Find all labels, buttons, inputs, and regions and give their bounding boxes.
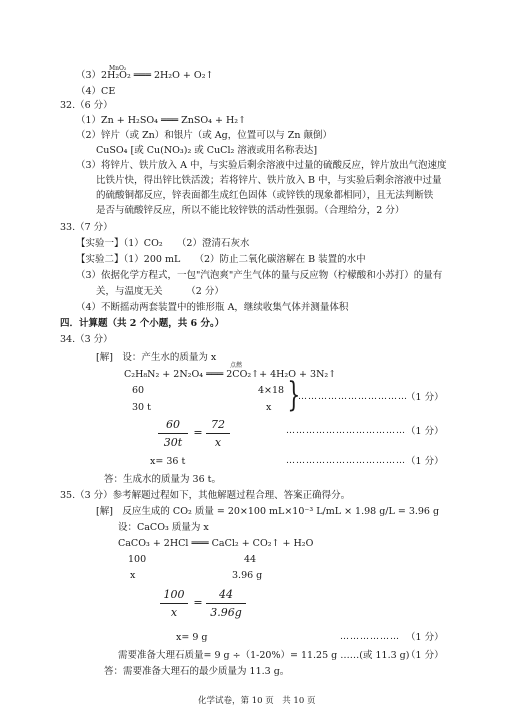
brace-symbol: }	[287, 375, 301, 415]
answer-line: （2）锌片（或 Zn）和银片（或 Ag，位置可以与 Zn 颠倒）	[76, 130, 333, 141]
molar-mass: 60	[132, 385, 145, 396]
score-label: （1 分）	[406, 650, 444, 661]
page-footer: 化学试卷，第 10 页 共 10 页	[198, 696, 316, 706]
answer-line: 的硫酸铜都反应，锌表面都生成红色固体（或锌铁的现象都相同），且无法判断铁	[96, 190, 434, 201]
fraction-numerator: 44	[219, 588, 233, 601]
result-line: x= 9 g	[176, 632, 208, 643]
given-mass: 30 t	[132, 402, 151, 413]
equation-combustion: C₂H₈N₂ + 2N₂O₄ ═══ 2CO₂↑+ 4H₂O + 3N₂↑	[124, 369, 337, 380]
fraction-denominator: x	[214, 436, 222, 449]
unknown-mass: x	[130, 570, 136, 581]
answer-line: （3）将锌片、铁片放入 A 中，与实验后剩余溶液中过量的硫酸反应，锌片放出气泡速度	[76, 160, 447, 171]
question-number: 33.（7 分）	[60, 222, 113, 233]
dot-leader: ……………………………	[298, 392, 408, 402]
answer-line: （4）CE	[76, 86, 116, 97]
result-line: x= 36 t	[150, 456, 186, 467]
answer-line: CuSO₄ [或 Cu(NO₃)₂ 或 CuCl₂ 溶液或用名称表达]	[96, 145, 318, 156]
score-label: （1 分）	[406, 392, 444, 403]
equals-sign: =	[193, 426, 203, 439]
question-number: 32.（6 分）	[60, 100, 113, 111]
solution-line: [解] 设：产生水的质量为 x	[96, 352, 217, 363]
score-label: （1 分）	[406, 426, 444, 437]
question-number: 35.（3 分）参考解题过程如下，其他解题过程合理、答案正确得分。	[60, 490, 351, 501]
catalyst-label: MnO₂	[109, 65, 127, 72]
molar-mass: 100	[128, 554, 147, 565]
condition-label: 点燃	[230, 362, 243, 369]
score-label: （1 分）	[406, 456, 444, 467]
dot-leader: ………………	[340, 632, 400, 642]
molar-mass: 4×18	[258, 385, 285, 396]
fraction-numerator: 60	[166, 418, 180, 431]
equals-sign: =	[193, 596, 203, 609]
unknown-mass: x	[266, 402, 272, 413]
given-mass: 3.96 g	[232, 570, 263, 581]
answer-line: 【实验一】（1）CO₂ （2）澄清石灰水	[76, 238, 250, 249]
answer-line: （4）不断摇动两套装置中的锥形瓶 A，继续收集气体并测量体积	[76, 302, 349, 313]
equation-caco3: CaCO₃ + 2HCl ═══ CaCl₂ + CO₂↑ + H₂O	[118, 538, 314, 549]
answer-line: 关，与温度无关 （2 分）	[96, 286, 224, 297]
score-label: （1 分）	[406, 632, 444, 643]
section-heading: 四．计算题（共 2 个小题，共 6 分。）	[60, 318, 225, 329]
solution-line: 设：CaCO₃ 质量为 x	[118, 522, 209, 533]
fraction-denominator: 3.96g	[210, 606, 242, 619]
answer-line: 是否与硫酸锌反应，所以不能比较锌铁的活动性强弱。（合理给分，2 分）	[96, 205, 405, 216]
fraction-numerator: 72	[211, 418, 225, 431]
solution-line: 需要准备大理石质量= 9 g ÷（1-20%）= 11.25 g ……(或 11.3 g)	[118, 650, 410, 661]
answer-statement: 答：生成水的质量为 36 t。	[104, 474, 221, 485]
equation-zn: （1）Zn + H₂SO₄ ═══ ZnSO₄ + H₂↑	[76, 115, 247, 126]
solution-line: [解] 反应生成的 CO₂ 质量 = 20×100 mL×10⁻³ L/mL × 1.98 g/L = 3.96 g	[96, 506, 440, 517]
fraction-numerator: 100	[163, 588, 185, 601]
answer-line: 【实验二】（1）200 mL （2）防止二氧化碳溶解在 B 装置的水中	[76, 254, 366, 265]
fraction-bar	[206, 433, 230, 434]
molar-mass: 44	[244, 554, 257, 565]
dot-leader: ………………………………	[286, 426, 406, 436]
answer-line: （3）依据化学方程式，一包"汽泡爽"产生气体的量与反应物（柠檬酸和小苏打）的量有	[76, 270, 443, 281]
question-number: 34.（3 分）	[60, 334, 113, 345]
fraction-bar	[160, 603, 188, 604]
fraction-bar	[206, 603, 246, 604]
fraction-denominator: 30t	[163, 436, 183, 449]
answer-line: 比铁片快，得出锌比铁活泼；若将锌片、铁片放入 B 中，与实验后剩余溶液中过量	[96, 175, 442, 186]
equation-h2o2: （3）2H₂O₂ ═══ 2H₂O + O₂↑	[76, 70, 214, 81]
dot-leader: ………………………………	[286, 456, 406, 466]
fraction-bar	[158, 433, 188, 434]
answer-statement: 答：需要准备大理石的最少质量为 11.3 g。	[104, 666, 290, 677]
fraction-denominator: x	[170, 606, 178, 619]
